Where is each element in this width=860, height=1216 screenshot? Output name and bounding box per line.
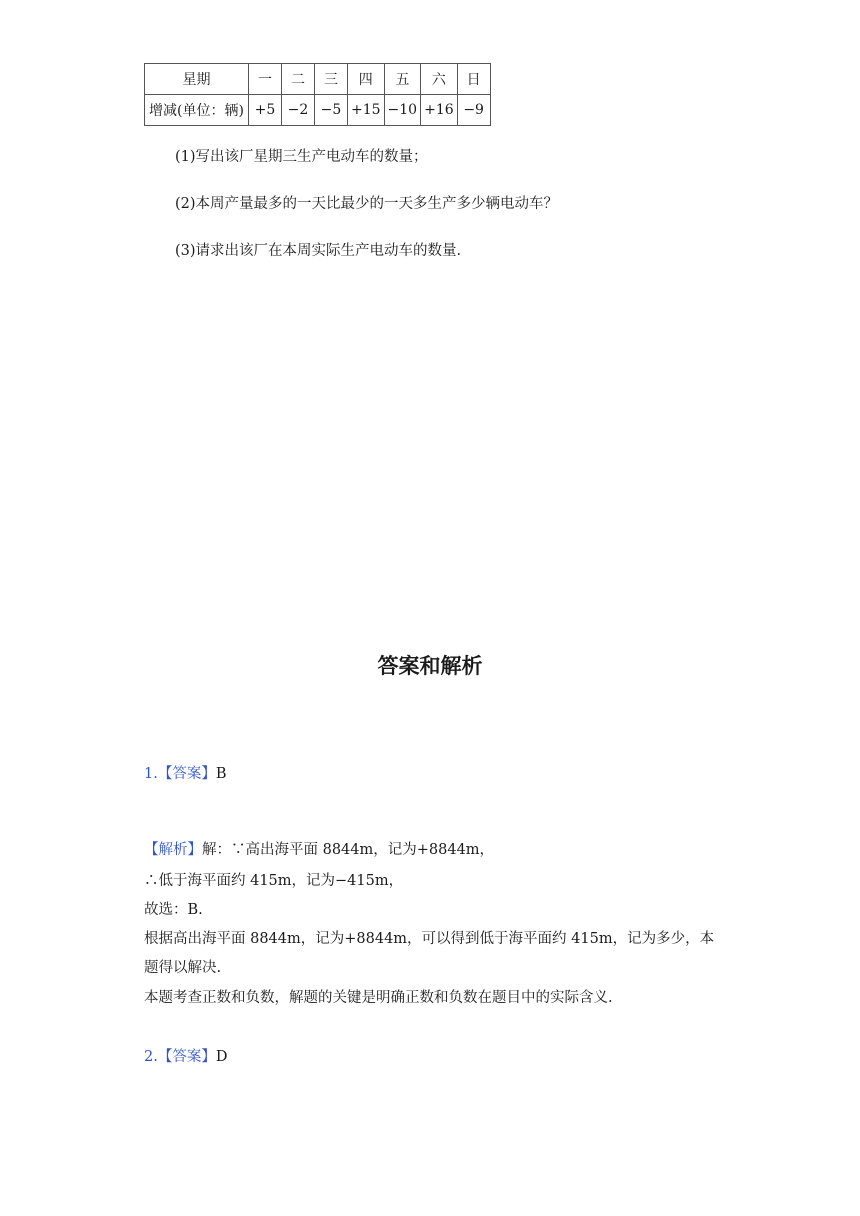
day-cell: 五 bbox=[384, 64, 421, 95]
day-cell: 三 bbox=[315, 64, 348, 95]
answer-2-value: D bbox=[215, 1049, 228, 1065]
answer-1-value: B bbox=[215, 766, 227, 782]
production-table-container bbox=[144, 63, 491, 126]
analysis-1-first-text: 解：∵高出海平面 8844m，记为+8844m， bbox=[202, 842, 495, 858]
answer-1 bbox=[144, 762, 227, 783]
answers-section-title: 答案和解析 bbox=[377, 654, 483, 678]
value-cell: −9 bbox=[457, 95, 490, 126]
analysis-1-line: 本题考查正数和负数，解题的关键是明确正数和负数在题目中的实际含义. bbox=[144, 990, 613, 1006]
header-label-cell: 星期 bbox=[145, 64, 249, 95]
analysis-1-line: 根据高出海平面 8844m，记为+8844m，可以得到低于海平面约 415m，记为多少，本 bbox=[144, 931, 715, 947]
value-cell: −2 bbox=[282, 95, 315, 126]
answer-1-tag: 【答案】 bbox=[157, 766, 216, 782]
answer-2-tag: 【答案】 bbox=[157, 1049, 216, 1065]
value-cell: +15 bbox=[348, 95, 385, 126]
table-header-row bbox=[145, 64, 491, 95]
answer-2-number: 2. bbox=[144, 1049, 158, 1065]
day-cell: 日 bbox=[457, 64, 490, 95]
value-cell: +16 bbox=[421, 95, 458, 126]
row-label-cell: 增减(单位：辆) bbox=[145, 95, 249, 126]
day-cell: 一 bbox=[249, 64, 282, 95]
production-table bbox=[144, 63, 491, 126]
value-cell: −5 bbox=[315, 95, 348, 126]
question-2: (2)本周产量最多的一天比最少的一天多生产多少辆电动车？ bbox=[175, 196, 559, 212]
analysis-1-tag: 【解析】 bbox=[144, 842, 202, 858]
analysis-1-line: ∴低于海平面约 415m，记为−415m， bbox=[144, 873, 404, 889]
analysis-1-line: 题得以解决. bbox=[144, 960, 222, 976]
value-cell: +5 bbox=[249, 95, 282, 126]
analysis-1-first-line bbox=[144, 838, 494, 859]
table-value-row bbox=[145, 95, 491, 126]
question-1: (1)写出该厂星期三生产电动车的数量； bbox=[175, 149, 428, 165]
day-cell: 四 bbox=[348, 64, 385, 95]
day-cell: 二 bbox=[282, 64, 315, 95]
analysis-1-line: 故选：B. bbox=[144, 902, 203, 918]
answer-2 bbox=[144, 1045, 227, 1066]
question-3: (3)请求出该厂在本周实际生产电动车的数量. bbox=[175, 243, 462, 259]
value-cell: −10 bbox=[384, 95, 421, 126]
day-cell: 六 bbox=[421, 64, 458, 95]
answer-1-number: 1. bbox=[144, 766, 158, 782]
